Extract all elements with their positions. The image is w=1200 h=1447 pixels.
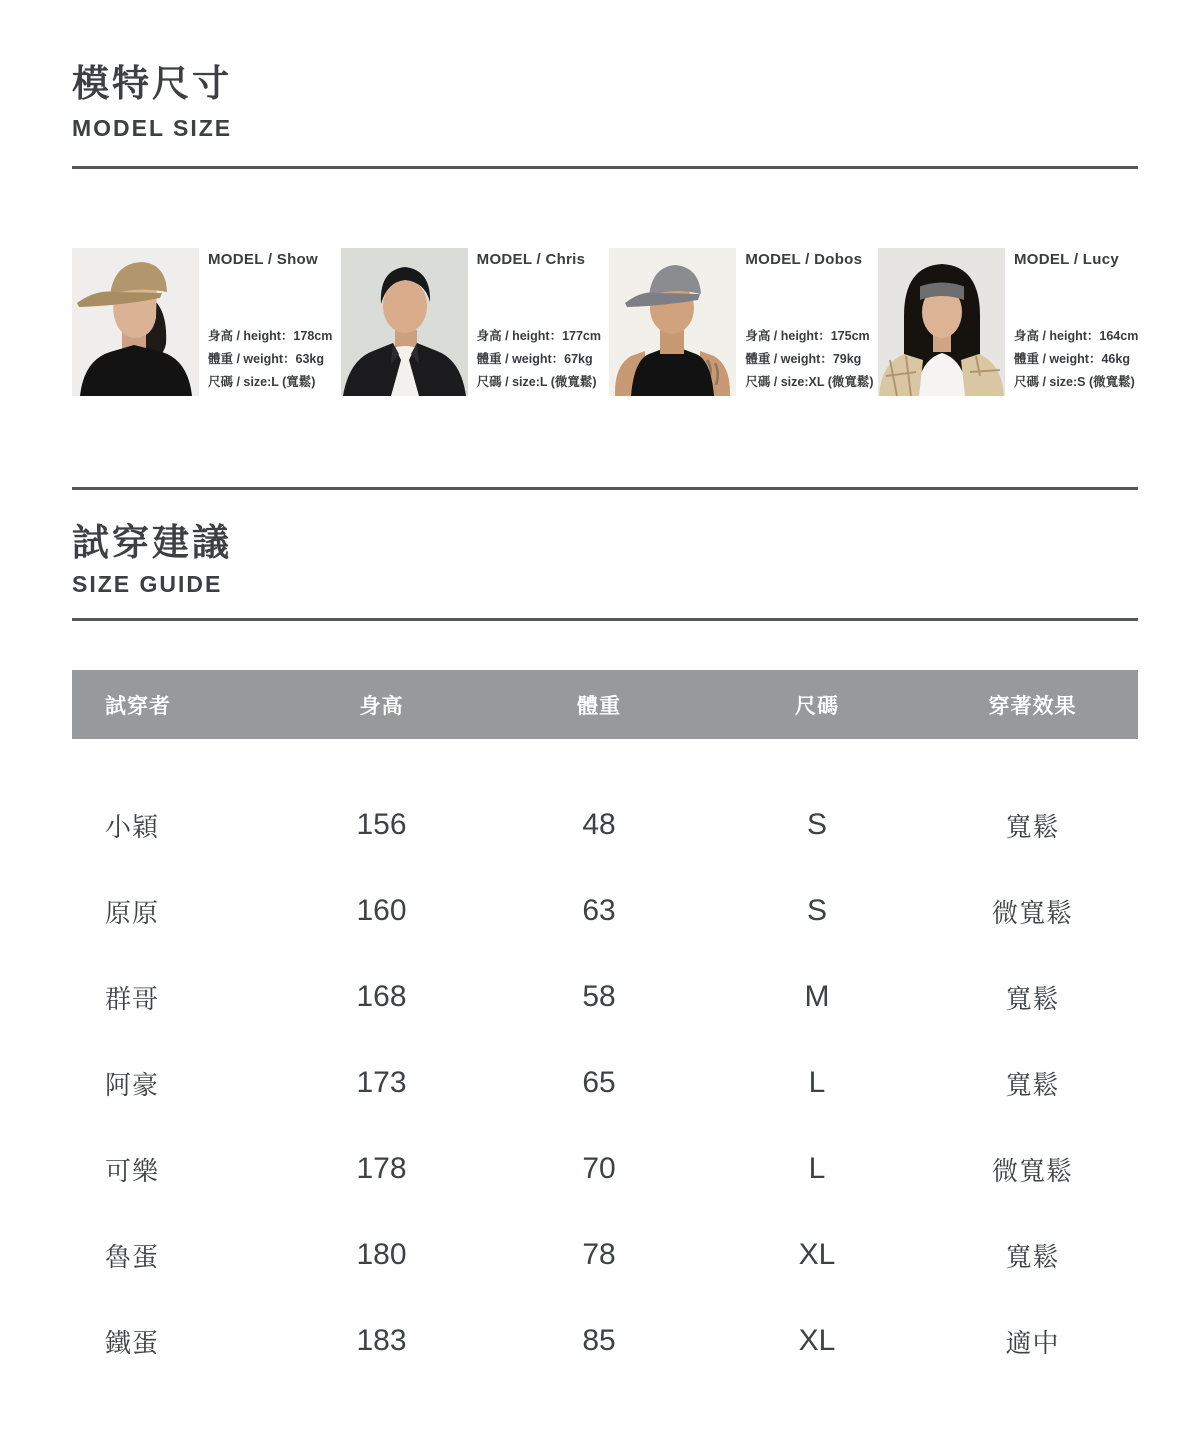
cell-effect: 微寬鬆 <box>991 897 1073 928</box>
cell-weight: 48 <box>582 808 616 842</box>
cell-height: 183 <box>356 1324 407 1358</box>
model-info <box>1014 248 1138 396</box>
cell-height: 160 <box>356 894 407 928</box>
page-content <box>72 0 1138 1444</box>
model-stats <box>477 325 601 396</box>
cell-size: XL <box>798 1324 836 1358</box>
model-height: 身高 / height：164cm <box>1013 328 1139 343</box>
table-row <box>72 1298 1138 1384</box>
section-divider <box>72 618 1138 621</box>
model-size-line: 尺碼 / size:XL (微寬鬆) <box>745 374 874 389</box>
model-size-line: 尺碼 / size:L (微寬鬆) <box>476 374 597 389</box>
cell-tester: 群哥 <box>105 983 160 1014</box>
cell-size: L <box>808 1152 826 1186</box>
model-stats <box>745 325 874 396</box>
header-cell-weight: 體重 <box>577 694 621 718</box>
model-card-chris <box>341 248 601 396</box>
cell-height: 156 <box>356 808 407 842</box>
cell-size: XL <box>798 1238 836 1272</box>
cell-tester: 原原 <box>105 897 160 928</box>
cell-effect: 適中 <box>1005 1327 1060 1358</box>
model-size-title-en: MODEL SIZE <box>72 114 233 141</box>
model-stats <box>1014 325 1138 396</box>
model-weight: 體重 / weight：79kg <box>745 351 862 366</box>
table-row <box>72 1126 1138 1212</box>
model-height: 身高 / height：177cm <box>476 328 601 343</box>
model-size-title-zh: 模特尺寸 <box>72 63 232 104</box>
table-row <box>72 954 1138 1040</box>
model-name-label: MODEL / Lucy <box>1013 250 1119 268</box>
model-info <box>208 248 332 396</box>
cell-effect: 微寬鬆 <box>991 1155 1073 1186</box>
cell-tester: 小穎 <box>105 811 160 842</box>
cell-size: S <box>806 808 827 842</box>
cell-tester: 魯蛋 <box>105 1241 160 1272</box>
model-size-line: 尺碼 / size:L (寬鬆) <box>208 374 316 389</box>
cell-size: M <box>804 980 830 1014</box>
cell-tester: 阿豪 <box>105 1069 160 1100</box>
model-stats <box>208 325 332 396</box>
section-divider <box>72 487 1138 490</box>
size-table-header <box>72 670 1138 739</box>
cell-height: 173 <box>356 1066 407 1100</box>
cell-weight: 85 <box>582 1324 616 1358</box>
table-row <box>72 1040 1138 1126</box>
model-weight: 體重 / weight：46kg <box>1013 351 1130 366</box>
model-height: 身高 / height：178cm <box>208 328 333 343</box>
header-cell-size: 尺碼 <box>795 694 839 718</box>
cell-height: 180 <box>356 1238 407 1272</box>
cell-tester: 可樂 <box>105 1155 160 1186</box>
cell-weight: 63 <box>582 894 616 928</box>
model-photo-lucy <box>878 248 1005 396</box>
header-cell-height: 身高 <box>359 694 404 718</box>
model-info <box>745 248 874 396</box>
cell-effect: 寬鬆 <box>1005 1241 1060 1272</box>
cell-weight: 58 <box>582 980 616 1014</box>
model-photo-dobos <box>609 248 736 396</box>
cell-size: L <box>808 1066 826 1100</box>
model-weight: 體重 / weight：67kg <box>476 351 593 366</box>
table-row <box>72 868 1138 954</box>
model-name-label: MODEL / Show <box>208 250 318 268</box>
table-row <box>72 1212 1138 1298</box>
size-guide-title-en: SIZE GUIDE <box>72 571 223 598</box>
model-cards-row <box>72 248 1138 396</box>
cell-height: 168 <box>356 980 407 1014</box>
model-name-label: MODEL / Chris <box>476 250 586 268</box>
size-guide-title-zh: 試穿建議 <box>72 521 232 563</box>
model-card-dobos <box>609 248 874 396</box>
table-row <box>72 782 1138 868</box>
model-name-label: MODEL / Dobos <box>745 250 863 268</box>
model-card-lucy <box>878 248 1138 396</box>
cell-size: S <box>806 894 827 928</box>
model-photo-chris <box>341 248 468 396</box>
size-table-body <box>72 782 1138 1384</box>
model-weight: 體重 / weight：63kg <box>208 351 324 366</box>
cell-height: 178 <box>356 1152 407 1186</box>
header-cell-effect: 穿著效果 <box>988 694 1077 718</box>
cell-effect: 寬鬆 <box>1005 983 1060 1014</box>
cell-weight: 65 <box>582 1066 616 1100</box>
cell-weight: 70 <box>582 1152 616 1186</box>
model-size-line: 尺碼 / size:S (微寬鬆) <box>1013 374 1135 389</box>
header-cell-tester: 試穿者 <box>105 694 171 718</box>
cell-tester: 鐵蛋 <box>105 1327 160 1358</box>
cell-effect: 寬鬆 <box>1005 1069 1060 1100</box>
model-info <box>477 248 601 396</box>
size-guide-table <box>72 670 1138 1384</box>
cell-weight: 78 <box>582 1238 616 1272</box>
model-card-show <box>72 248 332 396</box>
model-photo-show <box>72 248 199 396</box>
cell-effect: 寬鬆 <box>1005 811 1060 842</box>
section-divider <box>72 166 1138 169</box>
model-height: 身高 / height：175cm <box>745 328 870 343</box>
